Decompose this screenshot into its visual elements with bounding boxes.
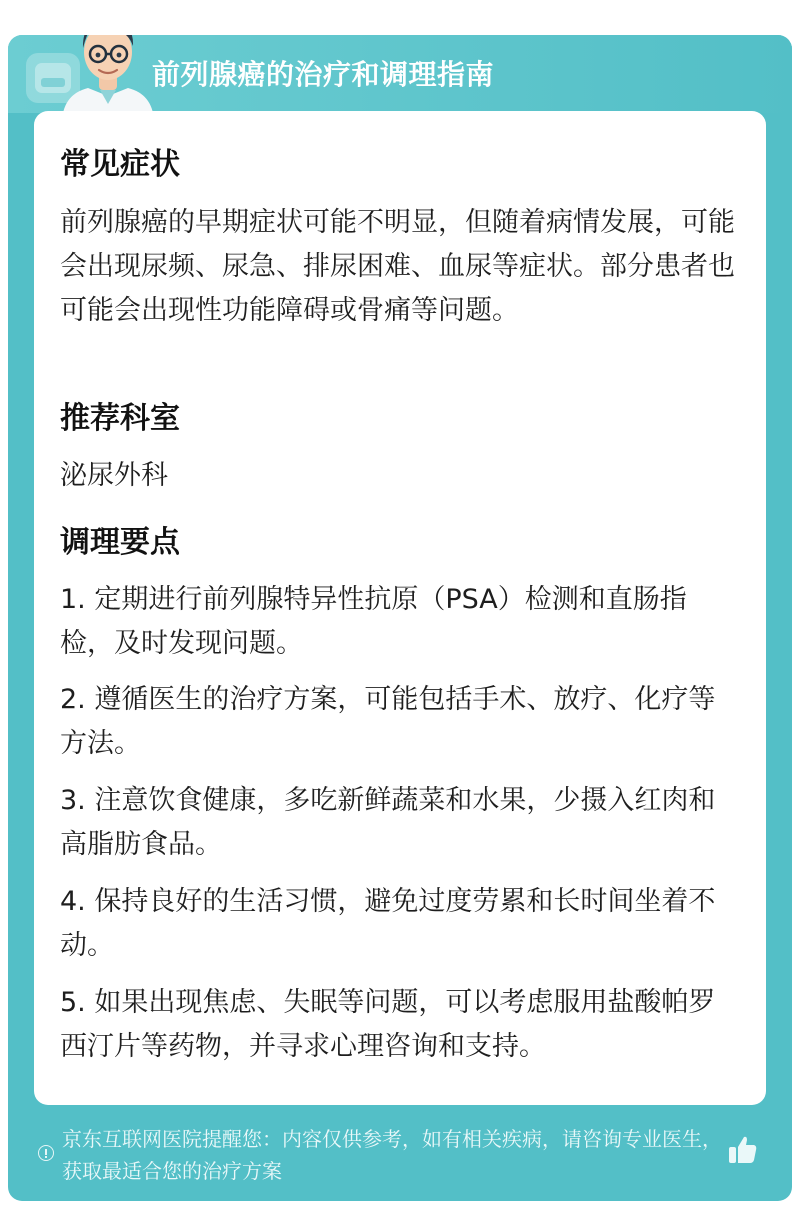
info-icon [38, 1145, 54, 1161]
disclaimer-text: 京东互联网医院提醒您：内容仅供参考，如有相关疾病，请咨询专业医生，获取最适合您的治疗方案 [62, 1127, 722, 1183]
footer [8, 1119, 792, 1191]
care-item: 2. 遵循医生的治疗方案，可能包括手术、放疗、化疗等方法。 [60, 684, 716, 759]
care-item: 5. 如果出现焦虑、失眠等问题，可以考虑服用盐酸帕罗西汀片等药物，并寻求心理咨询和支持。 [60, 987, 716, 1062]
section-title-department: 推荐科室 [60, 401, 180, 436]
care-item: 4. 保持良好的生活习惯，避免过度劳累和长时间坐着不动。 [60, 886, 716, 961]
symptoms-text: 前列腺癌的早期症状可能不明显，但随着病情发展，可能会出现尿频、尿急、排尿困难、血尿等症状。部分患者也可能会出现性功能障碍或骨痛等问题。 [60, 207, 735, 326]
care-item: 3. 注意饮食健康，多吃新鲜蔬菜和水果，少摄入红肉和高脂肪食品。 [60, 785, 716, 860]
page-title: 前列腺癌的治疗和调理指南 [152, 58, 495, 91]
section-title-care: 调理要点 [60, 525, 180, 560]
care-item: 1. 定期进行前列腺特异性抗原（PSA）检测和直肠指检，及时发现问题。 [60, 584, 687, 659]
content-card [34, 111, 766, 1105]
section-title-symptoms: 常见症状 [60, 147, 180, 182]
department-text: 泌尿外科 [60, 460, 168, 491]
doctor-avatar-icon [48, 35, 168, 120]
guide-card-frame [8, 35, 792, 1201]
thumbs-up-icon[interactable] [726, 1133, 760, 1167]
